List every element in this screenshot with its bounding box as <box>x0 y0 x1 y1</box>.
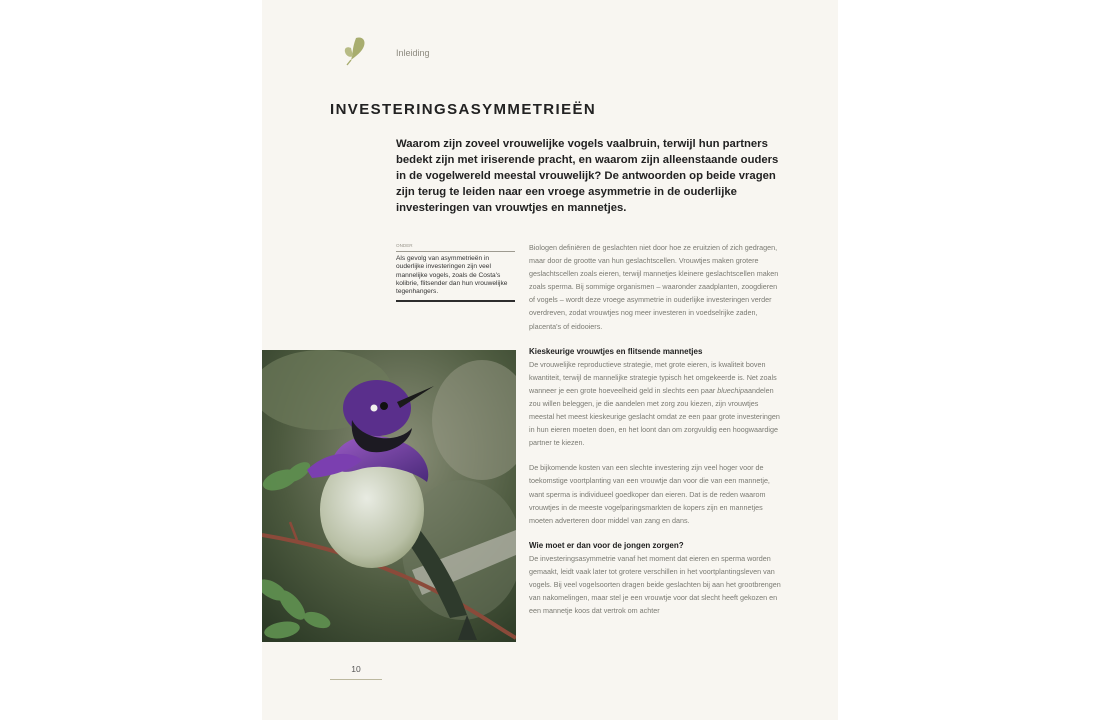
page-number: 10 <box>351 664 361 674</box>
bluechip-emphasis: bluechip <box>717 385 744 395</box>
sidebar-label: ONDER <box>396 243 515 252</box>
paragraph-strategy-part-b: aandelen zou willen beleggen, je die aandelen met zorg zou kiezen, zijn vrouwtjes meestal het meest kieskeurige geslacht omdat ze een paar grote investeringen in hun eieren moeten doen, en het loont dan om zorgvuldig een hoogwaardige partner te kiezen. <box>529 385 780 448</box>
page-title: INVESTERINGSASYMMETRIEËN <box>330 101 597 118</box>
section-label: Inleiding <box>396 48 430 58</box>
intro-paragraph: Biologen definiëren de geslachten niet door hoe ze eruitzien of zich gedragen, maar door de grootte van hun geslachtscellen. Vrouwtjes maken grotere geslachtscellen zoals eieren, terwijl mannetjes kleinere geslachtscellen maken zoals sperma. Bij sommige organismen – waaronder zaadplanten, zoogdieren of vogels – wordt deze vroege asymmetrie in ouderlijke investeringen verder overdreven, zodat vrouwtjes nog meer investeren in voedselrijke zaden, placenta's of eidooiers. <box>529 243 779 331</box>
subheading-choosy-females: Kieskeurige vrouwtjes en flitsende mannetjes <box>529 346 703 356</box>
paragraph-investment: De investeringsasymmetrie vanaf het moment dat eieren en sperma worden gemaakt, leidt vaak later tot grotere verschillen in het voortplantingsleven van vogels. Bij veel vogelsoorten dragen beide geslachten bij aan het grootbrengen van nakomelingen, maar stel je een vrouwtje voor dat slecht heeft gekozen en een mannetje koos dat vertrok om achter <box>529 553 781 616</box>
body-text <box>529 241 783 629</box>
page-number-rule <box>330 679 382 680</box>
subheading-who-cares: Wie moet er dan voor de jongen zorgen? <box>529 540 684 550</box>
sidebar-note <box>396 243 515 302</box>
hummingbird-photo <box>262 350 516 642</box>
lead-paragraph: Waarom zijn zoveel vrouwelijke vogels vaalbruin, terwijl hun partners bedekt zijn met iriserende pracht, en waarom zijn alleenstaande ouders in de vogelwereld meestal vrouwelijk? De antwoorden op beide vragen zijn terug te leiden naar een vroege asymmetrie in de ouderlijke investeringen van vrouwtjes en mannetjes. <box>396 138 779 214</box>
paragraph-strategy-part-a: De vrouwelijke reproductieve strategie, met grote eieren, is kwaliteit boven kwantiteit, terwijl de mannelijke strategie typisch het omgekeerde is. Net zoals wanneer je een grote hoeveelheid geld in slechts een paar <box>529 359 777 395</box>
paragraph-strategy <box>529 358 783 450</box>
paragraph-costs: De bijkomende kosten van een slechte investering zijn veel hoger voor de toekomstige voortplanting van een vrouwtje dan voor die van een mannetje, want sperma is individueel goedkoper dan eieren. Dat is de reden waarom vrouwtjes in de meeste vogelparingsmarkten de kopers zijn en mannetjes moeten adverteren door middel van zang en dans. <box>529 463 770 525</box>
sidebar-caption: Als gevolg van asymmetrieën in ouderlijke investeringen zijn veel mannelijke vogels, zoals de Costa's kolibrie, flitsender dan hun vrouwelijke tegenhangers. <box>396 252 515 302</box>
book-page <box>262 0 838 720</box>
bird-logo-icon <box>342 34 368 66</box>
